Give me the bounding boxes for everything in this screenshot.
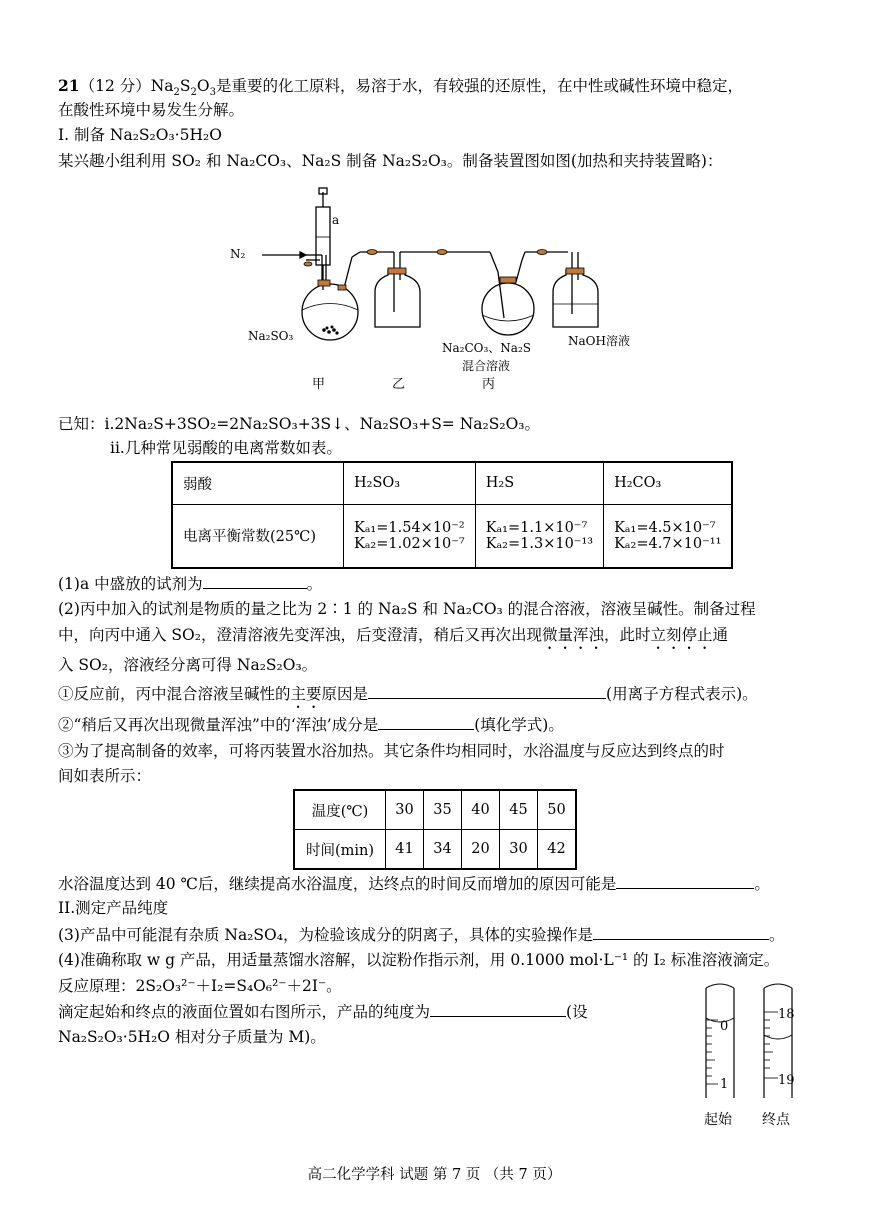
h2co3-ka2: Kₐ₂=4.7×10⁻¹¹	[614, 535, 722, 552]
label-mixture-solution: 混合溶液	[462, 359, 511, 373]
table1-cell-h2so3	[344, 504, 476, 568]
q1-end: 。	[306, 575, 323, 593]
sub3-line1: ③为了提高制备的效率，可将丙装置水浴加热。其它条件均相同时，水浴温度与反应达到终点的时	[58, 742, 725, 760]
time-cell: 42	[538, 830, 577, 870]
label-mixture-reagents: Na₂CO₃、Na₂S	[442, 341, 531, 355]
q4-line3-text: 滴定起始和终点的液面位置如右图所示，产品的纯度为	[58, 1003, 431, 1021]
h2s-ka2: Kₐ₂=1.3×10⁻¹³	[485, 535, 594, 552]
q3-answer-blank[interactable]	[593, 923, 769, 940]
q4-line4: Na₂S₂O₃·5H₂O 相对分子质量为 M)。	[58, 1028, 326, 1046]
q2-line3: 入 SO₂，溶液经分离可得 Na₂S₂O₃。	[58, 656, 318, 674]
label-n2: N₂	[230, 247, 246, 261]
table1-row-label: 电离平衡常数(25℃)	[172, 504, 344, 568]
q4-line3-end: (设	[566, 1003, 588, 1021]
known-i-line	[58, 413, 540, 435]
sub1-end: (用离子方程式表示)。	[606, 685, 758, 703]
label-bing: 丙	[482, 377, 496, 392]
q2-line1: (2)丙中加入的试剂是物质的量之比为 2∶1 的 Na₂S 和 Na₂CO₃ 的混合溶液，溶液呈碱性。制备过程	[58, 600, 756, 618]
time-cell: 34	[424, 830, 462, 870]
page-footer: 高二化学学科 试题 第 7 页 （共 7 页）	[307, 1167, 562, 1183]
part2-heading: II.测定产品纯度	[58, 899, 169, 917]
known-ii: ii.几种常见弱酸的电离常数如表。	[110, 439, 342, 457]
temp-cell: 45	[500, 790, 538, 830]
q4-line3	[58, 1000, 588, 1023]
sub2-answer-blank[interactable]	[378, 713, 474, 730]
sub1-answer-blank[interactable]	[368, 682, 606, 699]
sub2-line	[58, 713, 564, 736]
table1-cell-h2co3	[604, 504, 733, 568]
q2-emphasis-stop-immediately: 立刻停止	[650, 626, 713, 644]
label-jia: 甲	[312, 377, 326, 392]
table1-cell-h2s	[475, 504, 603, 568]
sub2-end: (填化学式)。	[474, 716, 564, 734]
burette-figure	[700, 978, 810, 1133]
known-i: i.2Na₂S+3SO₂=2Na₂SO₃+3S↓、Na₂SO₃+S= Na₂S₂O₃。	[104, 415, 540, 433]
q3-text: (3)产品中可能混有杂质 Na₂SO₄，为检验该成分的阴离子，具体的实验操作是	[58, 926, 593, 944]
q4-answer-blank[interactable]	[430, 1000, 566, 1017]
q1-text: (1)a 中盛放的试剂为	[58, 575, 203, 593]
end-label: 终点	[762, 1112, 790, 1128]
table1-header-h2so3: H₂SO₃	[344, 462, 476, 504]
part1-heading: I. 制备 Na₂S₂O₃·5H₂O	[58, 126, 222, 144]
time-cell: 30	[500, 830, 538, 870]
q2-line2-a: 中，向丙中通入 SO₂，澄清溶液先变浑浊，后变澄清，稍后又再次出现	[58, 626, 542, 644]
q2-line2-c: ，此时	[603, 626, 651, 644]
table1-header-h2co3: H₂CO₃	[604, 462, 733, 504]
label-a: a	[332, 213, 340, 227]
q4-line2: 反应原理：2S₂O₃²⁻＋I₂=S₄O₆²⁻＋2I⁻。	[58, 977, 342, 995]
sub3b-text: 水浴温度达到 40 ℃后，继续提高水浴温度，达终点的时间反而增加的原因可能是	[58, 875, 617, 893]
temperature-time-table	[293, 789, 577, 870]
q2-line2-e: 通	[712, 626, 729, 644]
temp-cell: 35	[424, 790, 462, 830]
temp-cell: 30	[386, 790, 424, 830]
sub2-text: ②“稍后又再次出现微量浑浊”中的‘浑浊’成分是	[58, 716, 379, 734]
start-scale-top: 0	[720, 1019, 729, 1034]
q2-line2	[58, 624, 728, 653]
q1-line	[58, 572, 322, 595]
h2s-ka1: Kₐ₁=1.1×10⁻⁷	[485, 519, 588, 536]
h2so3-ka1: Kₐ₁=1.54×10⁻²	[354, 519, 465, 536]
time-cell: 20	[462, 830, 500, 870]
start-label: 起始	[704, 1112, 732, 1128]
sub3b-answer-blank[interactable]	[616, 872, 754, 889]
q3-line	[58, 923, 784, 946]
q1-answer-blank[interactable]	[203, 572, 307, 589]
sub1-a: ①反应前，丙中混合溶液呈碱性的	[58, 685, 291, 703]
label-yi: 乙	[392, 377, 406, 392]
label-na2so3: Na₂SO₃	[248, 329, 294, 343]
sub3b-end: 。	[754, 875, 770, 893]
intro-text: 是重要的化工原料，易溶于水，有较强的还原性，在中性或碱性环境中稳定，	[216, 77, 744, 95]
table2-row1-label: 温度(℃)	[294, 790, 386, 830]
temp-cell: 50	[538, 790, 577, 830]
sub1-line	[58, 682, 758, 712]
label-naoh: NaOH溶液	[568, 334, 630, 348]
intro-line2: 在酸性环境中易发生分解。	[58, 101, 245, 119]
table1-header-acid: 弱酸	[172, 462, 344, 504]
question-points: （12 分）	[79, 77, 151, 95]
time-cell: 41	[386, 830, 424, 870]
sub1-c: 原因是	[321, 685, 369, 703]
h2so3-ka2: Kₐ₂=1.02×10⁻⁷	[354, 535, 465, 552]
sub3-line2: 间如表所示：	[58, 767, 152, 785]
q4-line1: (4)准确称取 w g 产品，用适量蒸馏水溶解，以淀粉作指示剂，用 0.1000 mol·L⁻¹ 的 I₂ 标准溶液滴定。	[58, 951, 780, 969]
table2-row2-label: 时间(min)	[294, 830, 386, 870]
table1-header-h2s: H₂S	[475, 462, 603, 504]
sub1-emphasis-main: 主要	[290, 685, 322, 703]
part1-description: 某兴趣小组利用 SO₂ 和 Na₂CO₃、Na₂S 制备 Na₂S₂O₃。制备装置图如图(加热和夹持装置略)：	[58, 152, 723, 170]
temp-cell: 40	[462, 790, 500, 830]
end-scale-top: 18	[778, 1007, 795, 1022]
question-21-intro-line1: 21（12 分）$Na_2S_2O_3$是重要的化工原料，易溶于水，有较强的还原性，在中性或碱性环境中稳定，	[58, 76, 744, 99]
h2co3-ka1: Kₐ₁=4.5×10⁻⁷	[614, 519, 716, 536]
ionization-constant-table	[171, 461, 733, 569]
q3-end: 。	[768, 926, 785, 944]
q2-emphasis-trace-turbidity: 微量浑浊	[541, 626, 604, 644]
sub3b-line	[58, 872, 770, 895]
question-number: 21	[58, 76, 80, 95]
start-scale-bottom: 1	[720, 1077, 729, 1092]
end-scale-bottom: 19	[778, 1073, 795, 1088]
known-label: 已知：	[58, 415, 105, 433]
apparatus-figure	[220, 182, 650, 400]
